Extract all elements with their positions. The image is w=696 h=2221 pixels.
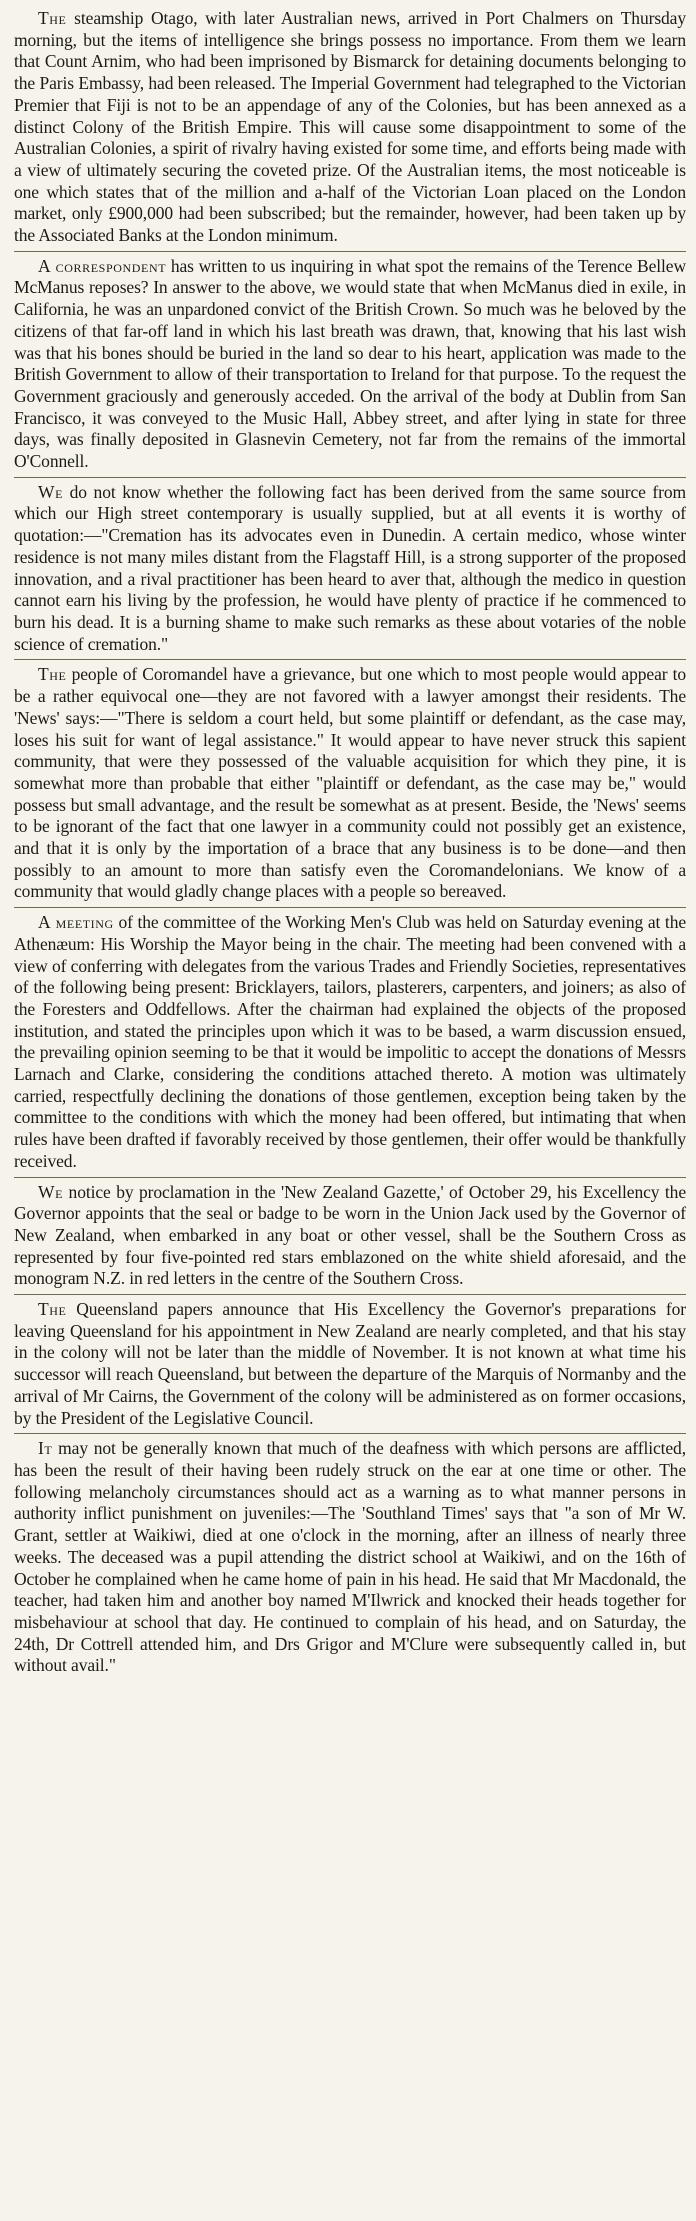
article-body: may not be generally known that much of the deafness with which persons are afflicted, has been the result of their having been rudely struck on the ear at one time or other. The following melancholy circumstances should act as a warning as to what manner persons in authority inflict punishment on juveniles:—The 'Southland Times' says that "a son of Mr W. Grant, settler at Waikiwi, died at one o'clock in the morning, after an illness of nearly three weeks. The deceased was a pupil attending the district school at Waikiwi, and on the 16th of October he complained when he came home of pain in his head. He said that Mr Macdonald, the teacher, had taken him and another boy named M'Ilwrick and knocked their heads together for misbehaviour at school that day. He continued to complain of his head, and on Saturday, the 24th, Dr Cottrell attended him, and Drs Grigor and M'Clure were subsequently called in, but without avail." [14, 1438, 686, 1676]
lead-word: A correspondent [38, 255, 167, 276]
lead-word: We [38, 1181, 64, 1202]
article-divider [14, 1433, 686, 1434]
article-body: notice by proclamation in the 'New Zealand Gazette,' of October 29, his Excellency the Governor appoints that the seal or badge to be worn in the Union Jack used by the Governor of New Zealand, when embarked in any boat or other vessel, shall be the Southern Cross as represented by four five-pointed red stars emblazoned on the white shield aforesaid, and the monogram N.Z. in red letters in the centre of the Southern Cross. [14, 1181, 686, 1289]
article-cremation [14, 482, 686, 656]
article-coromandel-lawyer [14, 664, 686, 903]
article-divider [14, 659, 686, 660]
article-deafness-punishment [14, 1438, 686, 1677]
lead-word: We [38, 481, 64, 502]
article-body: Queensland papers announce that His Excellency the Governor's preparations for leaving Queensland for his appointment in New Zealand are nearly completed, and that his stay in the colony will not be later than the middle of November. It is not known at what time his successor will reach Queensland, but between the departure of the Marquis of Normanby and the arrival of Mr Cairns, the Government of the colony will be administered as on former occasions, by the President of the Legislative Council. [14, 1299, 686, 1428]
lead-word: The [38, 8, 67, 28]
article-mcmanus-remains [14, 256, 686, 473]
article-body: of the committee of the Working Men's Club was held on Saturday evening at the Athenæum: His Worship the Mayor being in the chair. The meeting had been convened with a view of conferring with delegates from the various Trades and Friendly Societies, representatives of the following being present: Bricklayers, tailors, plasterers, carpenters, and joiners; as also of the Foresters and Oddfellows. After the chairman had explained the objects of the proposed institution, and stated the principles upon which it was to be based, a warm discussion ensued, the prevailing opinion seeming to be that it would be impolitic to accept the donations of Messrs Larnach and Clarke, considering the conditions attached thereto. A motion was ultimately carried, respectfully declining the donations of those gentlemen, exception being taken by the committee to the conditions with which the money had been offered, but intimating that when rules have been drafted if favorably received by those gentlemen, their offer would be thankfully received. [14, 912, 687, 1171]
article-otago-news [14, 8, 686, 247]
article-divider [14, 907, 686, 908]
lead-word: The [38, 1299, 67, 1320]
lead-word: A meeting [38, 912, 114, 933]
article-divider [14, 1294, 686, 1295]
article-divider [14, 251, 686, 252]
article-body: steamship Otago, with later Australian news, arrived in Port Chalmers on Thursday morning, but the items of intelligence she brings possess no importance. From them we learn that Count Arnim, who had been imprisoned by Bismarck for detaining documents belonging to the Paris Embassy, had been released. The Imperial Government had telegraphed to the Victorian Premier that Fiji is not to be an appendage of any of the Colonies, but has been annexed as a distinct Colony of the British Empire. This will cause some disappointment to some of the Australian Colonies, a spirit of rivalry having existed for some time, and efforts being made with a view of ultimately securing the coveted prize. Of the Australian items, the most noticeable is one which states that of the million and a-half of the Victorian Loan placed on the London market, only £900,000 had been subscribed; but the remainder, however, had been taken up by the Associated Banks at the London minimum. [14, 8, 686, 246]
article-body: has written to us inquiring in what spot the remains of the Terence Bellew McManus reposes? In answer to the above, we would state that when McManus died in exile, in California, he was an unpardoned convict of the British Crown. So much was he beloved by the citizens of that far-off land in which his last breath was drawn, that, knowing that his last wish was that his bones should be buried in the land so dear to his heart, application was made to the British Government to allow of their transportation to Ireland for that purpose. To the request the Government graciously and generously acceded. On the arrival of the body at Dublin from San Francisco, it was conveyed to the Music Hall, Abbey street, and after lying in state for three days, was finally deposited in Glasnevin Cemetery, not far from the remains of the immortal O'Connell. [14, 255, 686, 472]
article-governor-seal [14, 1182, 686, 1291]
article-queensland-governor [14, 1299, 686, 1429]
article-divider [14, 477, 686, 478]
article-body: people of Coromandel have a grievance, but one which to most people would appear to be a rather equivocal one—they are not favored with a lawyer amongst their residents. The 'News' says:—"There is seldom a court held, but some plaintiff or defendant, as the case may, loses his suit for want of legal assistance." It would appear to have never struck this sapient community, that were they possessed of the valuable acquisition for which they pine, it is somewhat more than probable that either "plaintiff or defendant, as the case may be," would possess but small advantage, and the result be somewhat as at present. Beside, the 'News' seems to be ignorant of the fact that one lawyer in a community could not possibly get an existence, and that it is only by the importation of a brace that any business is to be done—and then possibly to an amount to more than satisfy even the Coromandelonians. We know of a community that would gladly change places with a people so bereaved. [14, 664, 686, 902]
lead-word: It [38, 1438, 53, 1459]
lead-word: The [38, 664, 67, 685]
article-divider [14, 1177, 686, 1178]
article-working-mens-club [14, 912, 686, 1172]
article-body: do not know whether the following fact has been derived from the same source from which our High street contemporary is usually supplied, but at all events it is worthy of quotation:—"Cremation has its advocates even in Dunedin. A certain medico, whose winter residence is not many miles distant from the Flagstaff Hill, is a strong supporter of the proposed innovation, and a rival practitioner has been heard to aver that, although the medico in question cannot earn his living by the profession, he would have plenty of practice if he commenced to burn his dead. It is a burning shame to make such remarks as these about votaries of the noble science of cremation." [14, 481, 686, 654]
